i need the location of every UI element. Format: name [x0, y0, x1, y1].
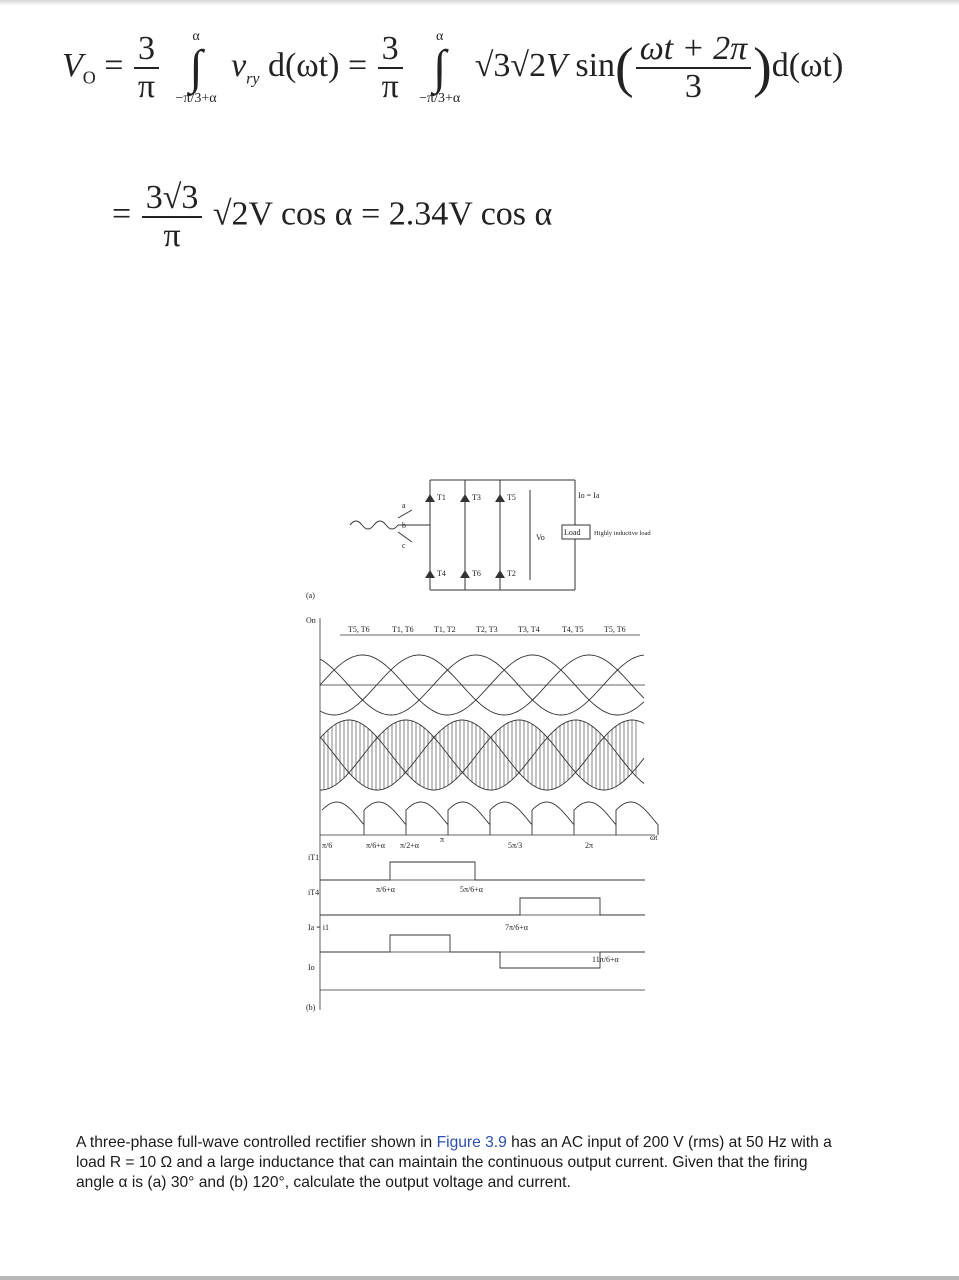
conduction-pair-label: T5, T6	[604, 625, 626, 634]
tick-label: π	[440, 835, 445, 844]
output-current-label: Io = Ia	[578, 491, 600, 500]
vo-symbol: V	[62, 46, 83, 84]
phase-c-label: c	[402, 541, 406, 550]
line-voltage-wave	[320, 720, 644, 790]
sin-argument: $\frac{\omega t + 2\pi}{3}$	[636, 31, 751, 104]
iT4-pulse	[320, 898, 645, 915]
integral-sign-2: α ∫ −π/3+α	[419, 29, 461, 106]
result-expression: √2V cos α = 2.34V cos α	[212, 195, 553, 233]
tick-label: π/6+α	[366, 841, 385, 850]
conduction-pair-label: T1, T2	[434, 625, 456, 634]
waveform-axes	[320, 618, 655, 1010]
integrand-vry: v	[231, 46, 247, 84]
sin-function: sin	[575, 46, 616, 84]
thyristor-T6-label: T6	[472, 569, 481, 578]
thyristor-T4-label: T4	[437, 569, 446, 578]
sqrt-factor: √3√2	[474, 46, 547, 84]
problem-statement: A three-phase full-wave controlled rectifier shown in Figure 3.9 has an AC input of 200 V (rms) at 50 Hz with a load R = 10 Ω and a large inductance that can maintain the continuous output current. Given that the firing angle α is (a) 30° and (b) 120°, calculate the output voltage and current.	[76, 1134, 832, 1191]
pulse-label: 11π/6+α	[592, 955, 619, 964]
differential-1: d(ωt)	[267, 46, 340, 84]
differential-2: d(ωt)	[771, 46, 844, 84]
conduction-pair-label: T4, T5	[562, 625, 584, 634]
iT1-pulse	[320, 862, 645, 880]
panel-b-label: (b)	[306, 1003, 316, 1012]
thyristor-T1-label: T1	[437, 493, 446, 502]
ia-label: Ia = i1	[308, 923, 329, 932]
page-top-shadow	[0, 0, 959, 6]
figure-reference-link[interactable]: Figure 3.9	[436, 1134, 507, 1151]
line-voltage-wave	[320, 720, 644, 790]
output-voltage-label: Vo	[536, 533, 545, 542]
rectifier-figure-svg	[300, 470, 680, 1030]
panel-a-label: (a)	[306, 591, 315, 600]
equation-vo-integral: $V_O$ = $\frac{3}{\pi}$ α ∫ −π/3+α $v_{ry}$ d(ωt) = $\frac{3}{\pi}$ α ∫ −π/3+α √3√2V sin( $\frac{\omega t + 2\pi}{3}$ )d(ωt)	[62, 29, 844, 106]
result-fraction: $\frac{3√3}{\pi}$	[142, 180, 203, 253]
circuit-diagram	[350, 480, 590, 590]
thyristor-T2-label: T2	[507, 569, 516, 578]
on-label: On	[306, 616, 316, 625]
iT4-label: iT4	[308, 888, 320, 897]
conduction-pair-label: T3, T4	[518, 625, 540, 634]
load-note: Highly inductive load	[594, 530, 651, 537]
integral-sign-1: α ∫ −π/3+α	[175, 29, 217, 106]
phase-b-label: b	[402, 521, 406, 530]
line-voltage-waves	[320, 720, 644, 790]
conduction-pair-label: T2, T3	[476, 625, 498, 634]
vo-subscript: O	[82, 67, 96, 88]
equation-result: = $\frac{3√3}{\pi}$ √2V cos α = 2.34V cos α	[112, 179, 553, 254]
output-voltage-ripple	[322, 802, 658, 835]
wt-axis-label: ωt	[650, 833, 658, 842]
coefficient-fraction-2: $\frac{3}{\pi}$	[378, 31, 403, 104]
line-voltage-wave	[320, 720, 644, 790]
io-label: Io	[308, 963, 315, 972]
rectifier-figure	[300, 470, 680, 1030]
tick-label: π/6	[322, 841, 333, 850]
thyristor-T3-label: T3	[472, 493, 481, 502]
pulse-label: π/6+α	[376, 885, 395, 894]
tick-label: 2π	[585, 841, 594, 850]
iT1-label: iT1	[308, 853, 320, 862]
thyristor-T5-label: T5	[507, 493, 516, 502]
conduction-pair-label: T5, T6	[348, 625, 370, 634]
coefficient-fraction: $\frac{3}{\pi}$	[134, 31, 159, 104]
transformer-winding	[350, 521, 398, 529]
load-label: Load	[564, 528, 581, 537]
tick-label: 5π/3	[508, 841, 523, 850]
phase-a-label: a	[402, 501, 406, 510]
pulse-label: 5π/6+α	[460, 885, 483, 894]
conduction-pair-label: T1, T6	[392, 625, 414, 634]
page-bottom-edge	[0, 1276, 959, 1280]
tick-label: π/2+α	[400, 841, 419, 850]
pulse-label: 7π/6+α	[505, 923, 528, 932]
